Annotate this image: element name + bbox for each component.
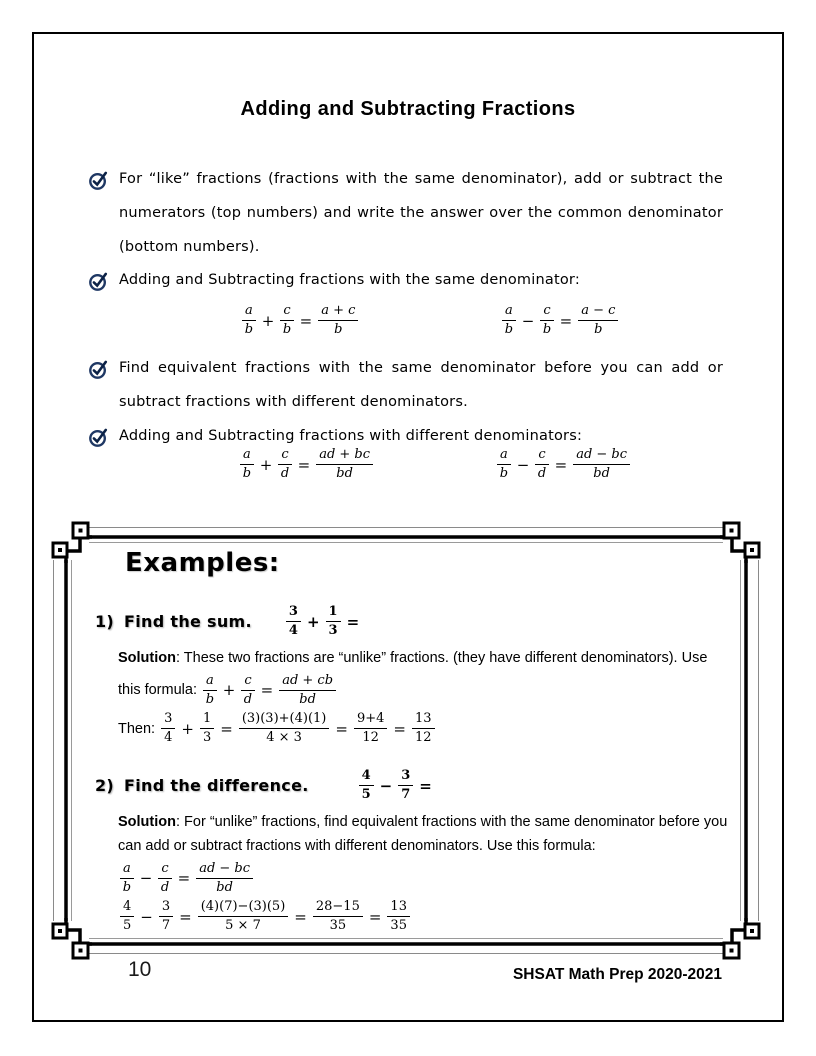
bullet-item	[88, 351, 724, 419]
examples-heading: Examples:	[125, 548, 280, 578]
solution-text: : For “unlike” fractions, find equivalent fractions with the same denominator before you can add or subtract fractions with different denominators. Use this formula:	[118, 813, 728, 854]
formula-unlike-subtract: $\frac{a}{b}$ − $\frac{c}{d}$ = $\frac{ad - bc}{bd}$	[495, 447, 632, 483]
check-circle-icon	[88, 358, 109, 419]
check-circle-icon	[88, 426, 109, 453]
example-2-work-formula: $\frac{4}{5}$ − $\frac{3}{7}$ = $\frac{(4)(7)-(3)(5)}{5 \times 7}$ = $\frac{28-15}{35}$ = $\frac{13}{35}$	[118, 899, 412, 935]
example-2-formula: $\frac{a}{b}$ − $\frac{c}{d}$ = $\frac{ad - bc}{bd}$	[118, 861, 255, 897]
example-1-work-formula: $\frac{3}{4}$ + $\frac{1}{3}$ = $\frac{(3)(3)+(4)(1)}{4 \times 3}$ = $\frac{9+4}{12}$ = $\frac{13}{12}$	[159, 711, 436, 747]
example-2	[95, 768, 745, 935]
formula-intro: this formula:	[118, 682, 197, 699]
example-number: 2)	[95, 776, 115, 796]
example-number: 1)	[95, 612, 115, 632]
example-label: Find the difference.	[124, 776, 309, 796]
example-2-problem-formula: $\frac{4}{5}$ − $\frac{3}{7}$ =	[357, 768, 436, 804]
example-1-work-line	[118, 711, 745, 747]
formula-like-add: $\frac{a}{b}$ + $\frac{c}{b}$ = $\frac{a + c}{b}$	[240, 303, 360, 339]
bullet-text: Adding and Subtracting fractions with the same denominator:	[119, 272, 580, 288]
example-2-work-line	[118, 899, 745, 935]
formula-like-subtract: $\frac{a}{b}$ − $\frac{c}{b}$ = $\frac{a - c}{b}$	[500, 303, 620, 339]
check-circle-icon	[88, 270, 109, 297]
example-2-formula-line	[118, 861, 745, 897]
bullet-text: Adding and Subtracting fractions with different denominators:	[119, 428, 583, 444]
solution-text: : These two fractions are “unlike” fractions. (they have different denominators). Use	[176, 649, 708, 666]
bullet-text: Find equivalent fractions with the same denominator before you can add or subtract fractions with different denominators.	[119, 360, 723, 410]
example-1-solution	[118, 646, 738, 670]
example-1-header	[95, 604, 745, 640]
formula-unlike-add: $\frac{a}{b}$ + $\frac{c}{d}$ = $\frac{ad + bc}{bd}$	[238, 447, 375, 483]
example-2-header	[95, 768, 745, 804]
check-circle-icon	[88, 169, 109, 264]
solution-label: Solution	[118, 813, 176, 830]
example-1	[95, 604, 745, 747]
work-intro: Then:	[118, 720, 156, 737]
bullet-item	[88, 162, 724, 264]
example-1-formula-line	[118, 673, 745, 709]
example-label: Find the sum.	[124, 612, 252, 632]
example-1-formula: $\frac{a}{b}$ + $\frac{c}{d}$ = $\frac{ad + cb}{bd}$	[201, 673, 338, 709]
footer-text: SHSAT Math Prep 2020-2021	[512, 966, 722, 983]
example-1-problem-formula: $\frac{3}{4}$ + $\frac{1}{3}$ =	[284, 604, 363, 640]
bullet-text: For “like” fractions (fractions with the same denominator), add or subtract the numerators (top numbers) and write the answer over the common denominator (bottom numbers).	[119, 171, 723, 255]
bullet-item	[88, 263, 724, 297]
example-2-solution	[118, 810, 738, 858]
solution-label: Solution	[118, 649, 176, 666]
page-title: Adding and Subtracting Fractions	[240, 98, 576, 120]
footer-page-number: 10	[128, 958, 152, 981]
